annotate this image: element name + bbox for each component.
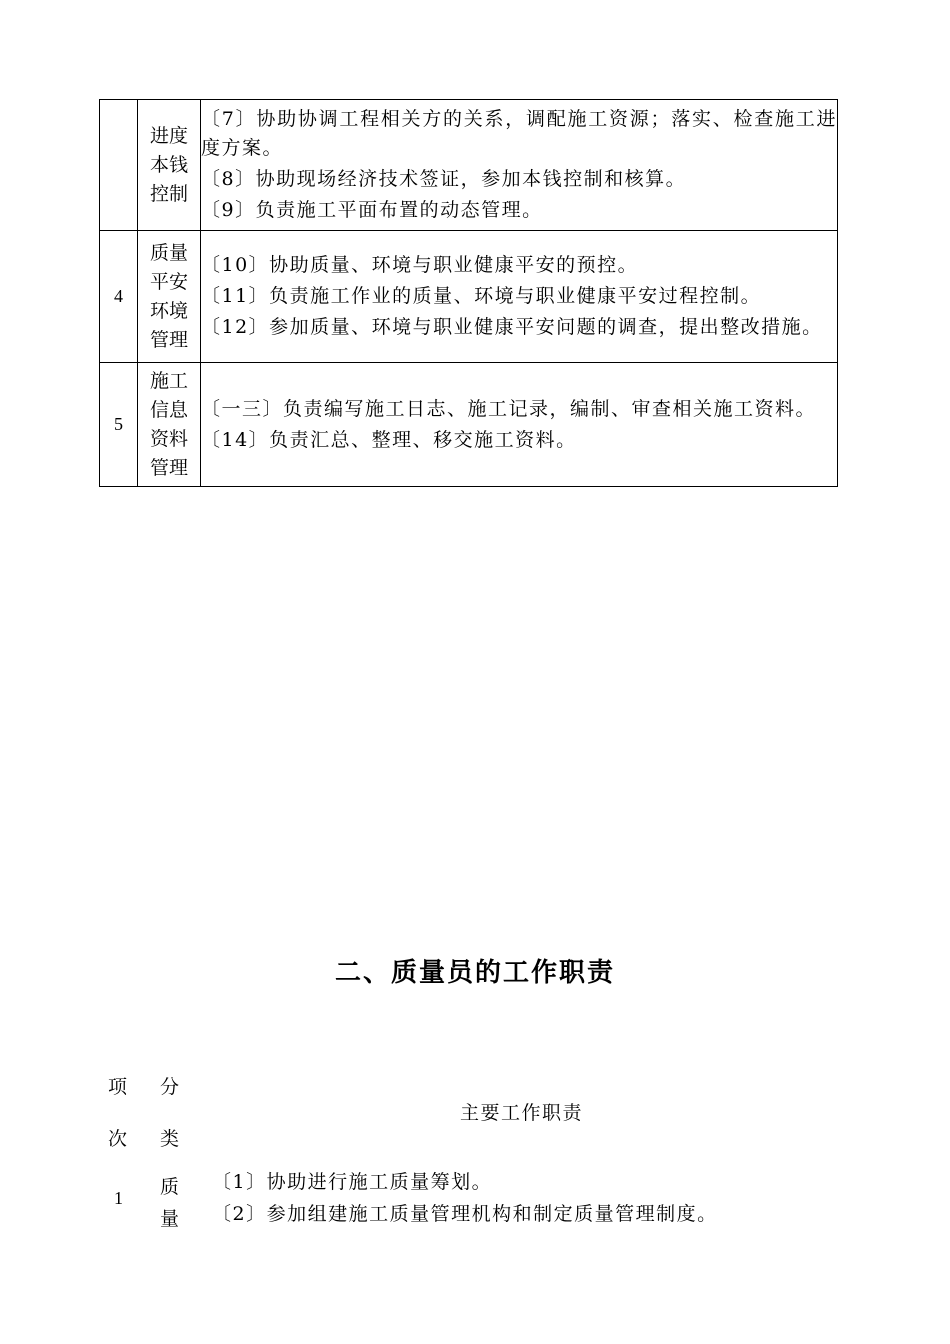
table-row	[100, 100, 838, 231]
header-category-char: 分	[160, 1076, 180, 1098]
duty-item: 〔11〕负责施工作业的质量、环境与职业健康平安过程控制。	[201, 285, 762, 307]
category-line: 本钱	[149, 153, 188, 176]
duty-item: 〔12〕参加质量、环境与职业健康平安问题的调查，提出整改措施。	[201, 316, 823, 338]
row-category	[138, 100, 201, 231]
header-item-char: 项	[108, 1076, 128, 1098]
category-line: 环境	[149, 299, 188, 322]
section-title: 二、质量员的工作职责	[334, 958, 615, 988]
row-number: 5	[100, 363, 138, 487]
category-line: 信息	[149, 398, 188, 421]
category-line: 平安	[149, 270, 188, 293]
row-number: 4	[100, 231, 138, 363]
header-item-char: 次	[108, 1128, 128, 1150]
duty-item: 〔1〕协助进行施工质量筹划。	[212, 1171, 493, 1193]
category-line: 质量	[149, 241, 188, 264]
category-line: 控制	[149, 182, 188, 205]
row-category	[138, 231, 201, 363]
row-category	[138, 363, 201, 487]
category-line: 管理	[149, 328, 188, 351]
row-number	[100, 100, 138, 231]
duty-item: 〔7〕协助协调工程相关方的关系，调配施工资源；落实、检查施工进度方案。	[201, 108, 837, 159]
category-line: 质	[160, 1176, 180, 1198]
header-duties: 主要工作职责	[460, 1102, 584, 1124]
category-line: 资料	[149, 427, 188, 450]
duty-item: 〔9〕负责施工平面布置的动态管理。	[201, 199, 543, 221]
duty-table-continued	[99, 99, 838, 487]
row-duties	[201, 100, 838, 231]
row-duties	[201, 363, 838, 487]
header-category-char: 类	[160, 1128, 180, 1150]
duty-item: 〔一三〕负责编写施工日志、施工记录，编制、审查相关施工资料。	[201, 397, 817, 420]
category-line: 进度	[149, 124, 188, 147]
category-line: 管理	[149, 456, 188, 479]
duty-item: 〔2〕参加组建施工质量管理机构和制定质量管理制度。	[212, 1203, 718, 1225]
duty-item: 〔8〕协助现场经济技术签证，参加本钱控制和核算。	[201, 168, 687, 190]
table-row	[100, 231, 838, 363]
category-line: 量	[160, 1208, 180, 1230]
duty-item: 〔10〕协助质量、环境与职业健康平安的预控。	[201, 254, 639, 276]
category-line: 施工	[149, 369, 188, 392]
duty-item: 〔14〕负责汇总、整理、移交施工资料。	[201, 428, 577, 451]
row-duties	[201, 231, 838, 363]
row-number: 1	[114, 1188, 123, 1208]
table-row	[100, 363, 838, 487]
